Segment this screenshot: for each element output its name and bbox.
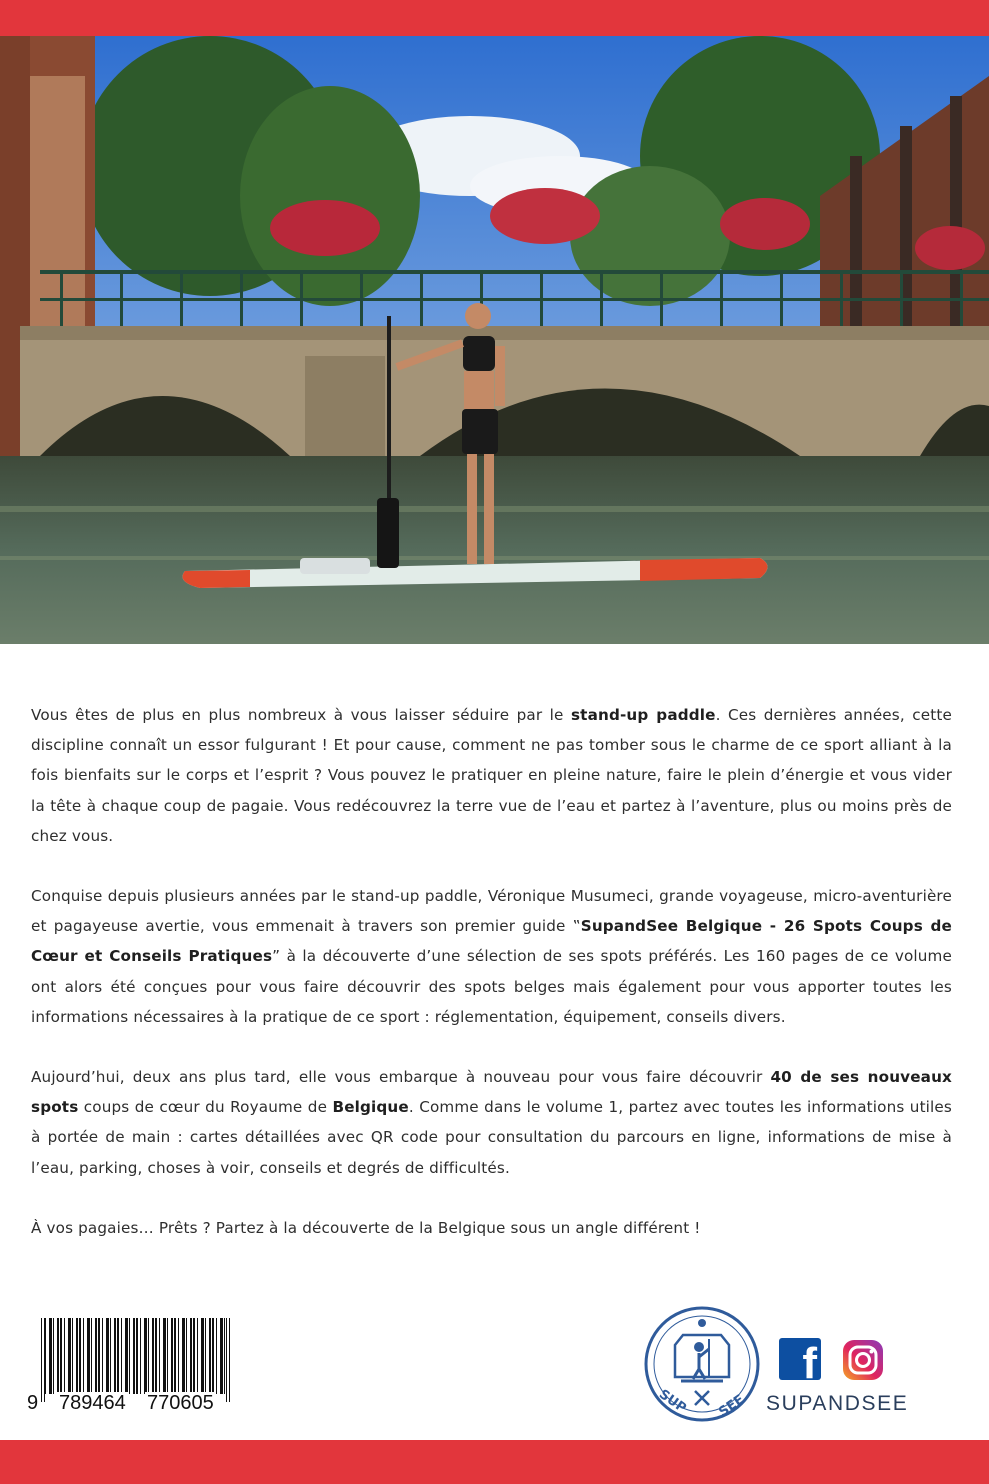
barcode-digit-first: 9	[27, 1392, 39, 1414]
barcode-bars	[41, 1318, 231, 1394]
facebook-icon[interactable]: f	[779, 1338, 821, 1380]
barcode-digits-group2: 770605	[147, 1392, 214, 1414]
supandsee-logo	[643, 1305, 761, 1423]
paragraph-3: Aujourd’hui, deux ans plus tard, elle vous embarque à nouveau pour vous faire découvrir 40 de ses nouveaux spots coups de cœur du Royaume de Belgique. Comme dans le volume 1, partez avec toutes les informations utiles à portée de main : cartes détaillées avec QR code pour consultation du parcours en ligne, informations de mise à l’eau, parking, choses à voir, conseils et degrés de difficultés.	[31, 1068, 952, 1177]
bottom-red-band	[0, 1440, 989, 1484]
cover-photo	[0, 36, 989, 644]
isbn-barcode	[27, 1316, 232, 1416]
barcode-digits-group1: 789464	[59, 1392, 126, 1414]
paragraph-1: Vous êtes de plus en plus nombreux à vous laisser séduire par le stand-up paddle. Ces dernières années, cette discipline connaît un essor fulgurant ! Et pour cause, comment ne pas tomber sous le charme de ce sport alliant à la fois bienfaits sur le corps et l’esprit ? Vous pouvez le pratiquer en pleine nature, faire le plein d’énergie et vous vider la tête à chaque coup de pagaie. Vous redécouvrez la terre vue de l’eau et partez à l’aventure, plus ou moins près de chez vous.	[31, 706, 952, 845]
instagram-icon[interactable]	[841, 1338, 885, 1382]
logo-text-sup: SUP	[656, 1387, 689, 1417]
paragraph-2: Conquise depuis plusieurs années par le stand-up paddle, Véronique Musumeci, grande voyageuse, micro-aventurière et pagayeuse avertie, vous emmenait à travers son premier guide ‟SupandSee Belgique - 26 Spots Coups de Cœur et Conseils Pratiques” à la découverte d’une sélection de ses spots préférés. Les 160 pages de ce volume ont alors été conçues pour vous faire découvrir des spots belges mais également pour vous apporter toutes les informations nécessaires à la pratique de ce sport : réglementation, équipement, conseils divers.	[31, 887, 952, 1026]
logo-text-see: SEE	[716, 1392, 748, 1421]
barcode-guard-left	[41, 1318, 45, 1402]
social-handle: SUPANDSEE	[766, 1392, 909, 1415]
top-red-band	[0, 0, 989, 36]
paragraph-4: À vos pagaies… Prêts ? Partez à la découverte de la Belgique sous un angle différent !	[31, 1218, 701, 1237]
barcode-guard-right	[226, 1318, 231, 1402]
back-cover-description	[31, 700, 952, 1273]
